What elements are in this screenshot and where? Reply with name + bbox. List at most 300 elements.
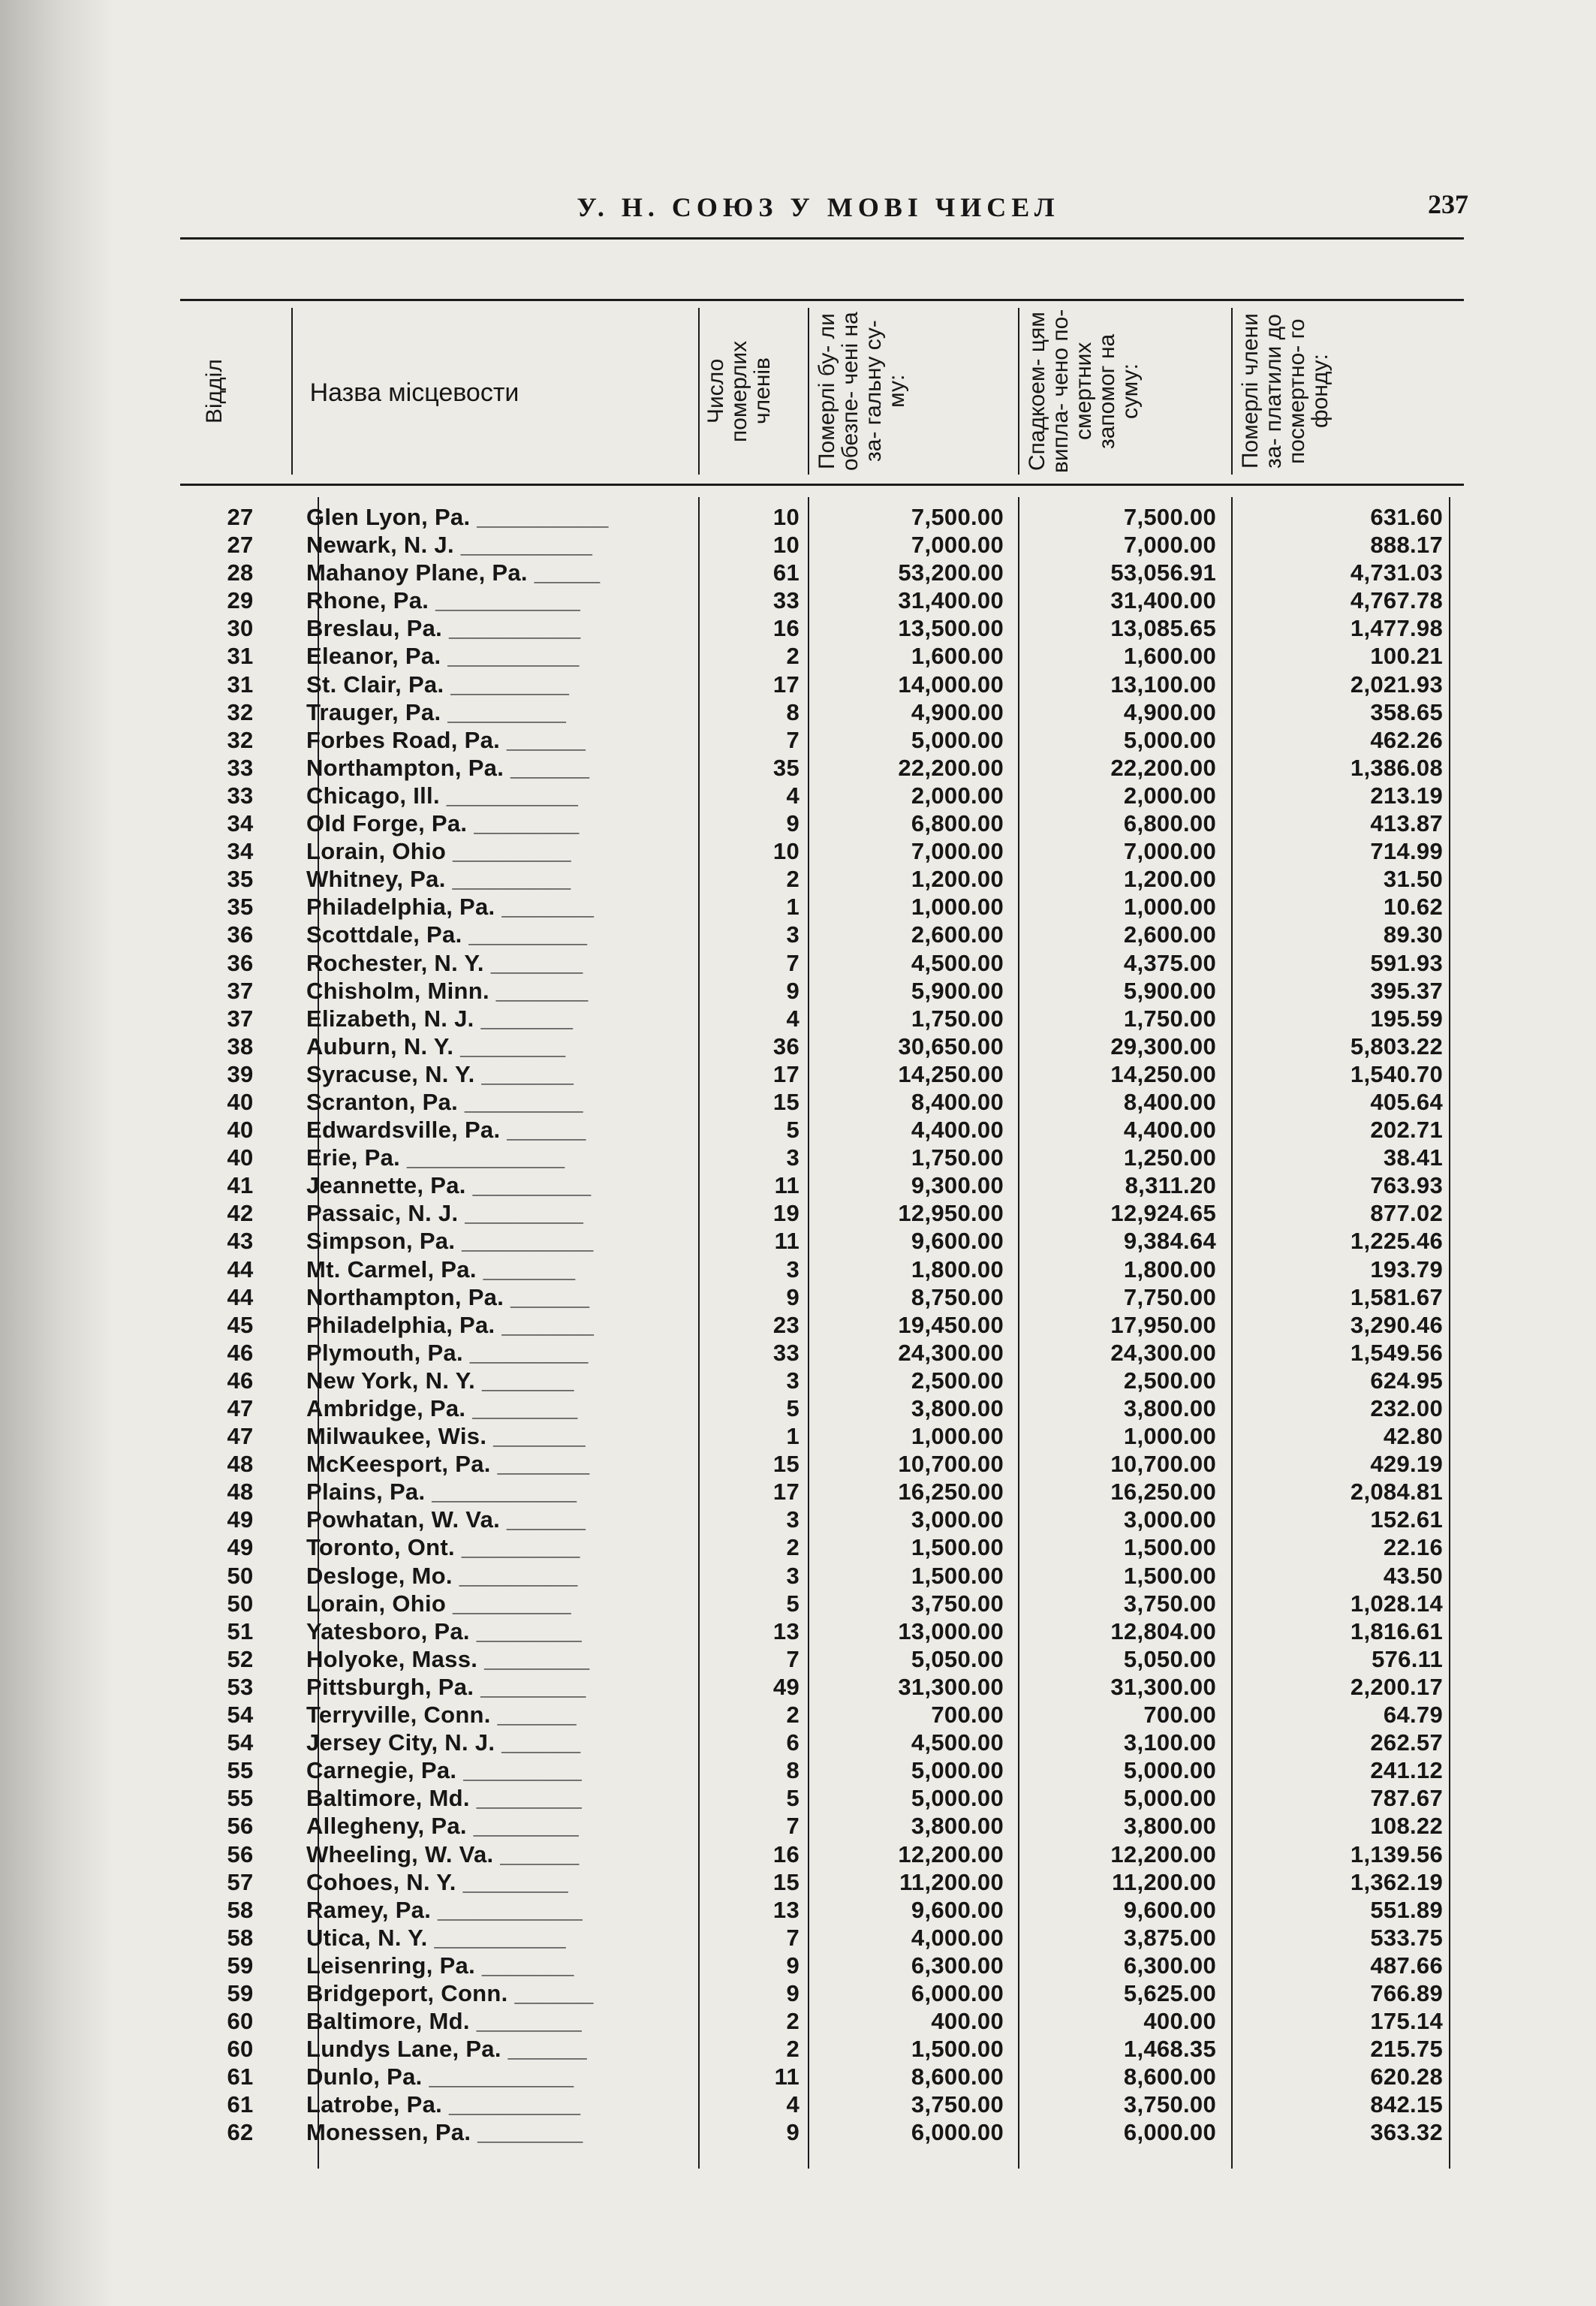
deaths-cell: 9 — [786, 2119, 800, 2146]
name-cell: Latrobe, Pa. __________ — [306, 2091, 581, 2118]
insured-sum-cell: 14,000.00 — [898, 671, 1004, 698]
paid-sum-cell: 12,200.00 — [1110, 1840, 1216, 1867]
paid-sum-cell: 6,000.00 — [1123, 2119, 1216, 2146]
dept-cell: 27 — [227, 504, 254, 530]
insured-sum-cell: 5,000.00 — [911, 726, 1004, 753]
dept-cell: 36 — [227, 921, 254, 948]
fund-cell: 405.64 — [1370, 1088, 1443, 1115]
book-spine-shadow — [0, 0, 113, 2306]
paid-sum-cell: 24,300.00 — [1110, 1339, 1216, 1366]
deaths-cell: 2 — [786, 2008, 800, 2035]
fund-cell: 4,767.78 — [1350, 587, 1443, 614]
fund-cell: 1,816.61 — [1350, 1617, 1443, 1644]
column-divider — [808, 308, 809, 475]
deaths-cell: 5 — [786, 1395, 800, 1421]
deaths-cell: 15 — [772, 1451, 800, 1478]
deaths-cell: 3 — [786, 1255, 800, 1283]
table-row — [173, 1060, 1464, 1088]
dept-cell: 62 — [227, 2119, 254, 2146]
dept-cell: 27 — [227, 532, 254, 559]
name-cell: Forbes Road, Pa. ______ — [306, 726, 586, 753]
fund-cell: 1,581.67 — [1350, 1283, 1443, 1310]
paid-sum-cell: 53,056.91 — [1110, 559, 1216, 586]
name-cell: Edwardsville, Pa. ______ — [306, 1117, 586, 1144]
fund-cell: 31.50 — [1383, 866, 1443, 893]
insured-sum-cell: 4,000.00 — [911, 1924, 1004, 1951]
insured-sum-cell: 1,750.00 — [911, 1005, 1004, 1032]
fund-cell: 631.60 — [1370, 504, 1443, 530]
column-divider — [291, 308, 293, 475]
column-divider — [698, 308, 700, 475]
paid-sum-cell: 2,000.00 — [1123, 782, 1216, 809]
dept-cell: 37 — [227, 1005, 254, 1032]
column-divider — [1018, 308, 1019, 475]
paid-sum-cell: 3,000.00 — [1123, 1506, 1216, 1533]
paid-sum-cell: 700.00 — [1143, 1702, 1216, 1729]
table-row — [173, 586, 1464, 614]
paid-sum-cell: 3,875.00 — [1123, 1924, 1216, 1951]
name-cell: Scottdale, Pa. _________ — [306, 921, 588, 948]
table-body — [173, 503, 1464, 2147]
paid-sum-cell: 5,900.00 — [1123, 977, 1216, 1004]
deaths-cell: 7 — [786, 1813, 800, 1840]
table-row — [173, 2007, 1464, 2035]
paid-sum-cell: 8,600.00 — [1123, 2063, 1216, 2090]
header-paid: Спадкоем- цям випла- чено по- смертних запомог на суму: — [1025, 309, 1143, 474]
name-cell: Philadelphia, Pa. _______ — [306, 894, 595, 921]
table-row — [173, 1840, 1464, 1868]
name-cell: Ambridge, Pa. ________ — [306, 1395, 578, 1421]
fund-cell: 487.66 — [1370, 1952, 1443, 1979]
fund-cell: 42.80 — [1383, 1423, 1443, 1450]
insured-sum-cell: 1,000.00 — [911, 894, 1004, 921]
fund-cell: 787.67 — [1370, 1785, 1443, 1812]
fund-cell: 193.79 — [1370, 1255, 1443, 1283]
deaths-cell: 13 — [772, 1896, 800, 1923]
insured-sum-cell: 3,750.00 — [911, 1590, 1004, 1617]
name-cell: Lorain, Ohio _________ — [306, 838, 571, 865]
running-title: У. Н. СОЮЗ У МОВІ ЧИСЕЛ — [577, 192, 1060, 222]
table-row — [173, 1701, 1464, 1729]
table-row — [173, 865, 1464, 893]
dept-cell: 32 — [227, 726, 254, 753]
table-row — [173, 1394, 1464, 1422]
paid-sum-cell: 1,000.00 — [1123, 894, 1216, 921]
deaths-cell: 13 — [772, 1617, 800, 1644]
insured-sum-cell: 2,500.00 — [911, 1367, 1004, 1394]
name-cell: Scranton, Pa. _________ — [306, 1088, 583, 1115]
dept-cell: 60 — [227, 2008, 254, 2035]
table-row — [173, 2063, 1464, 2090]
dept-cell: 55 — [227, 1785, 254, 1812]
dept-cell: 28 — [227, 559, 254, 586]
fund-cell: 108.22 — [1370, 1813, 1443, 1840]
table-row — [173, 1812, 1464, 1840]
paid-sum-cell: 2,500.00 — [1123, 1367, 1216, 1394]
deaths-cell: 4 — [786, 1005, 800, 1032]
name-cell: Bridgeport, Conn. ______ — [306, 1979, 594, 2006]
fund-cell: 1,386.08 — [1350, 754, 1443, 781]
name-cell: Elizabeth, N. J. _______ — [306, 1005, 574, 1032]
table-row — [173, 949, 1464, 977]
paid-sum-cell: 1,750.00 — [1123, 1005, 1216, 1032]
dept-cell: 61 — [227, 2063, 254, 2090]
insured-sum-cell: 5,900.00 — [911, 977, 1004, 1004]
name-cell: Mahanoy Plane, Pa. _____ — [306, 559, 601, 586]
dept-cell: 40 — [227, 1144, 254, 1171]
fund-cell: 1,139.56 — [1350, 1840, 1443, 1867]
insured-sum-cell: 6,000.00 — [911, 1979, 1004, 2006]
name-cell: Eleanor, Pa. __________ — [306, 643, 580, 670]
insured-sum-cell: 9,600.00 — [911, 1896, 1004, 1923]
table-row — [173, 1896, 1464, 1924]
table-row — [173, 2118, 1464, 2146]
fund-cell: 2,021.93 — [1350, 671, 1443, 698]
name-cell: Chisholm, Minn. _______ — [306, 977, 589, 1004]
insured-sum-cell: 4,900.00 — [911, 698, 1004, 725]
fund-cell: 462.26 — [1370, 726, 1443, 753]
name-cell: Wheeling, W. Va. ______ — [306, 1840, 580, 1867]
deaths-cell: 11 — [774, 2063, 800, 2090]
dept-cell: 58 — [227, 1924, 254, 1951]
deaths-cell: 11 — [774, 1228, 800, 1255]
name-cell: Jersey City, N. J. ______ — [306, 1729, 581, 1756]
fund-cell: 215.75 — [1370, 2036, 1443, 2063]
fund-cell: 576.11 — [1372, 1645, 1443, 1672]
insured-sum-cell: 30,650.00 — [898, 1032, 1004, 1060]
insured-sum-cell: 1,500.00 — [911, 1534, 1004, 1561]
insured-sum-cell: 16,250.00 — [898, 1479, 1004, 1506]
deaths-cell: 6 — [786, 1729, 800, 1756]
page-number: 237 — [1428, 189, 1468, 219]
paid-sum-cell: 6,300.00 — [1123, 1952, 1216, 1979]
name-cell: Northampton, Pa. ______ — [306, 1283, 590, 1310]
table-row — [173, 1729, 1464, 1756]
name-cell: Leisenring, Pa. _______ — [306, 1952, 574, 1979]
name-cell: Baltimore, Md. ________ — [306, 1785, 583, 1812]
fund-cell: 195.59 — [1370, 1005, 1443, 1032]
fund-cell: 1,549.56 — [1350, 1339, 1443, 1366]
table-row — [173, 754, 1464, 782]
table-row — [173, 559, 1464, 586]
column-divider — [1231, 308, 1233, 475]
table-row — [173, 614, 1464, 642]
dept-cell: 32 — [227, 698, 254, 725]
fund-cell: 2,084.81 — [1350, 1479, 1443, 1506]
dept-cell: 61 — [227, 2091, 254, 2118]
name-cell: Old Forge, Pa. ________ — [306, 810, 580, 837]
insured-sum-cell: 8,400.00 — [911, 1088, 1004, 1115]
fund-cell: 3,290.46 — [1350, 1311, 1443, 1338]
paid-sum-cell: 1,200.00 — [1123, 866, 1216, 893]
fund-cell: 620.28 — [1370, 2063, 1443, 2090]
table-row — [173, 1478, 1464, 1506]
fund-cell: 22.16 — [1383, 1534, 1443, 1561]
deaths-cell: 7 — [786, 1924, 800, 1951]
table-header-rule — [180, 484, 1464, 486]
dept-cell: 59 — [227, 1952, 254, 1979]
header-insured: Померлі бу- ли обезпе- чені на за- гальну су- му: — [815, 312, 909, 471]
header-rule — [180, 237, 1464, 240]
fund-cell: 429.19 — [1370, 1451, 1443, 1478]
table-row — [173, 1339, 1464, 1367]
dept-cell: 47 — [227, 1395, 254, 1421]
name-cell: Rhone, Pa. ___________ — [306, 587, 581, 614]
paid-sum-cell: 1,468.35 — [1123, 2036, 1216, 2063]
dept-cell: 50 — [227, 1562, 254, 1589]
dept-cell: 31 — [227, 671, 254, 698]
paid-sum-cell: 3,800.00 — [1123, 1395, 1216, 1421]
table-row — [173, 1311, 1464, 1339]
insured-sum-cell: 12,200.00 — [898, 1840, 1004, 1867]
deaths-cell: 7 — [786, 949, 800, 976]
table-row — [173, 1422, 1464, 1450]
table-row — [173, 1005, 1464, 1032]
dept-cell: 57 — [227, 1868, 254, 1895]
name-cell: Passaic, N. J. _________ — [306, 1200, 584, 1227]
deaths-cell: 4 — [786, 2091, 800, 2118]
dept-cell: 38 — [227, 1032, 254, 1060]
name-cell: Utica, N. Y. __________ — [306, 1924, 566, 1951]
table-row — [173, 1450, 1464, 1478]
fund-cell: 413.87 — [1370, 810, 1443, 837]
paid-sum-cell: 29,300.00 — [1110, 1032, 1216, 1060]
insured-sum-cell: 13,500.00 — [898, 615, 1004, 642]
insured-sum-cell: 12,950.00 — [898, 1200, 1004, 1227]
name-cell: Holyoke, Mass. ________ — [306, 1645, 590, 1672]
dept-cell: 49 — [227, 1534, 254, 1561]
table-row — [173, 1617, 1464, 1645]
deaths-cell: 11 — [774, 1172, 800, 1199]
insured-sum-cell: 3,750.00 — [911, 2091, 1004, 2118]
table-row — [173, 1506, 1464, 1533]
dept-cell: 42 — [227, 1200, 254, 1227]
deaths-cell: 1 — [786, 894, 800, 921]
paid-sum-cell: 4,375.00 — [1123, 949, 1216, 976]
paid-sum-cell: 16,250.00 — [1110, 1479, 1216, 1506]
deaths-cell: 19 — [772, 1200, 800, 1227]
insured-sum-cell: 3,000.00 — [911, 1506, 1004, 1533]
deaths-cell: 5 — [786, 1590, 800, 1617]
deaths-cell: 17 — [772, 1479, 800, 1506]
deaths-cell: 10 — [772, 504, 800, 530]
paid-sum-cell: 14,250.00 — [1110, 1060, 1216, 1087]
insured-sum-cell: 31,300.00 — [898, 1673, 1004, 1700]
insured-sum-cell: 9,300.00 — [911, 1172, 1004, 1199]
dept-cell: 56 — [227, 1813, 254, 1840]
deaths-cell: 5 — [786, 1785, 800, 1812]
insured-sum-cell: 400.00 — [931, 2008, 1004, 2035]
deaths-cell: 17 — [772, 1060, 800, 1087]
dept-cell: 35 — [227, 894, 254, 921]
header-name: Назва місцевости — [309, 378, 519, 407]
dept-cell: 43 — [227, 1228, 254, 1255]
name-cell: Trauger, Pa. _________ — [306, 698, 567, 725]
deaths-cell: 35 — [772, 754, 800, 781]
fund-cell: 38.41 — [1383, 1144, 1443, 1171]
fund-cell: 64.79 — [1383, 1702, 1443, 1729]
insured-sum-cell: 2,600.00 — [911, 921, 1004, 948]
fund-cell: 363.32 — [1370, 2119, 1443, 2146]
fund-cell: 202.71 — [1370, 1117, 1443, 1144]
insured-sum-cell: 1,750.00 — [911, 1144, 1004, 1171]
dept-cell: 58 — [227, 1896, 254, 1923]
paid-sum-cell: 11,200.00 — [1112, 1868, 1216, 1895]
insured-sum-cell: 4,400.00 — [911, 1117, 1004, 1144]
insured-sum-cell: 5,000.00 — [911, 1757, 1004, 1784]
deaths-cell: 16 — [772, 1840, 800, 1867]
table-top-rule — [180, 299, 1464, 301]
table-row — [173, 1283, 1464, 1311]
insured-sum-cell: 1,000.00 — [911, 1423, 1004, 1450]
insured-sum-cell: 22,200.00 — [898, 754, 1004, 781]
fund-cell: 43.50 — [1383, 1562, 1443, 1589]
fund-cell: 175.14 — [1370, 2008, 1443, 2035]
dept-cell: 48 — [227, 1479, 254, 1506]
paid-sum-cell: 7,750.00 — [1123, 1283, 1216, 1310]
name-cell: Desloge, Mo. _________ — [306, 1562, 578, 1589]
fund-cell: 5,803.22 — [1350, 1032, 1443, 1060]
dept-cell: 37 — [227, 977, 254, 1004]
table-row — [173, 726, 1464, 754]
name-cell: Cohoes, N. Y. ________ — [306, 1868, 568, 1895]
table-row — [173, 1756, 1464, 1784]
paid-sum-cell: 7,500.00 — [1123, 504, 1216, 530]
deaths-cell: 7 — [786, 726, 800, 753]
deaths-cell: 3 — [786, 1367, 800, 1394]
table-row — [173, 1171, 1464, 1199]
fund-cell: 877.02 — [1370, 1200, 1443, 1227]
table-row — [173, 1255, 1464, 1283]
name-cell: Chicago, Ill. __________ — [306, 782, 579, 809]
table-row — [173, 1645, 1464, 1673]
dept-cell: 36 — [227, 949, 254, 976]
name-cell: Syracuse, N. Y. _______ — [306, 1060, 574, 1087]
name-cell: Plymouth, Pa. _________ — [306, 1339, 589, 1366]
deaths-cell: 2 — [786, 2036, 800, 2063]
insured-sum-cell: 4,500.00 — [911, 1729, 1004, 1756]
paid-sum-cell: 1,000.00 — [1123, 1423, 1216, 1450]
fund-cell: 213.19 — [1370, 782, 1443, 809]
deaths-cell: 7 — [786, 1645, 800, 1672]
paid-sum-cell: 5,000.00 — [1123, 1785, 1216, 1812]
name-cell: Lorain, Ohio _________ — [306, 1590, 571, 1617]
name-cell: Newark, N. J. __________ — [306, 532, 593, 559]
dept-cell: 41 — [227, 1172, 254, 1199]
fund-cell: 624.95 — [1370, 1367, 1443, 1394]
paid-sum-cell: 1,500.00 — [1123, 1534, 1216, 1561]
fund-cell: 1,225.46 — [1350, 1228, 1443, 1255]
paid-sum-cell: 10,700.00 — [1110, 1451, 1216, 1478]
paid-sum-cell: 5,000.00 — [1123, 1757, 1216, 1784]
insured-sum-cell: 1,500.00 — [911, 2036, 1004, 2063]
dept-cell: 54 — [227, 1729, 254, 1756]
table-row — [173, 809, 1464, 837]
paid-sum-cell: 3,100.00 — [1123, 1729, 1216, 1756]
fund-cell: 1,540.70 — [1350, 1060, 1443, 1087]
paid-sum-cell: 3,750.00 — [1123, 1590, 1216, 1617]
table-row — [173, 698, 1464, 726]
table-row — [173, 1199, 1464, 1227]
insured-sum-cell: 2,000.00 — [911, 782, 1004, 809]
fund-cell: 714.99 — [1370, 838, 1443, 865]
deaths-cell: 15 — [772, 1088, 800, 1115]
table-row — [173, 977, 1464, 1005]
fund-cell: 763.93 — [1370, 1172, 1443, 1199]
dept-cell: 60 — [227, 2036, 254, 2063]
fund-cell: 551.89 — [1370, 1896, 1443, 1923]
paid-sum-cell: 2,600.00 — [1123, 921, 1216, 948]
insured-sum-cell: 3,800.00 — [911, 1395, 1004, 1421]
table-row — [173, 1116, 1464, 1144]
dept-cell: 56 — [227, 1840, 254, 1867]
running-head — [173, 189, 1468, 233]
paid-sum-cell: 1,500.00 — [1123, 1562, 1216, 1589]
dept-cell: 51 — [227, 1617, 254, 1644]
insured-sum-cell: 7,500.00 — [911, 504, 1004, 530]
fund-cell: 89.30 — [1383, 921, 1443, 948]
insured-sum-cell: 700.00 — [931, 1702, 1004, 1729]
dept-cell: 50 — [227, 1590, 254, 1617]
insured-sum-cell: 10,700.00 — [898, 1451, 1004, 1478]
deaths-cell: 4 — [786, 782, 800, 809]
name-cell: Toronto, Ont. _________ — [306, 1534, 580, 1561]
dept-cell: 34 — [227, 838, 254, 865]
dept-cell: 34 — [227, 810, 254, 837]
deaths-cell: 10 — [772, 838, 800, 865]
table-row — [173, 1590, 1464, 1617]
table-row — [173, 1088, 1464, 1116]
insured-sum-cell: 5,000.00 — [911, 1785, 1004, 1812]
dept-cell: 39 — [227, 1060, 254, 1087]
header-dept: Відділ — [202, 359, 227, 424]
table-row — [173, 642, 1464, 670]
paid-sum-cell: 3,750.00 — [1123, 2091, 1216, 2118]
insured-sum-cell: 6,800.00 — [911, 810, 1004, 837]
paid-sum-cell: 4,900.00 — [1123, 698, 1216, 725]
name-cell: Pittsburgh, Pa. ________ — [306, 1673, 586, 1700]
deaths-cell: 9 — [786, 810, 800, 837]
dept-cell: 31 — [227, 643, 254, 670]
name-cell: St. Clair, Pa. _________ — [306, 671, 570, 698]
insured-sum-cell: 1,200.00 — [911, 866, 1004, 893]
table-row — [173, 1673, 1464, 1701]
name-cell: Whitney, Pa. _________ — [306, 866, 571, 893]
name-cell: Breslau, Pa. __________ — [306, 615, 581, 642]
table-row — [173, 2090, 1464, 2118]
dept-cell: 52 — [227, 1645, 254, 1672]
fund-cell: 358.65 — [1370, 698, 1443, 725]
dept-cell: 46 — [227, 1339, 254, 1366]
fund-cell: 395.37 — [1370, 977, 1443, 1004]
name-cell: Allegheny, Pa. ________ — [306, 1813, 580, 1840]
table-row — [173, 1784, 1464, 1812]
insured-sum-cell: 8,600.00 — [911, 2063, 1004, 2090]
name-cell: Plains, Pa. ___________ — [306, 1479, 577, 1506]
fund-cell: 10.62 — [1383, 894, 1443, 921]
fund-cell: 4,731.03 — [1350, 559, 1443, 586]
table-row — [173, 1533, 1464, 1561]
name-cell: Yatesboro, Pa. ________ — [306, 1617, 583, 1644]
deaths-cell: 9 — [786, 1283, 800, 1310]
fund-cell: 232.00 — [1370, 1395, 1443, 1421]
deaths-cell: 3 — [786, 1144, 800, 1171]
deaths-cell: 16 — [772, 615, 800, 642]
table-row — [173, 921, 1464, 948]
name-cell: New York, N. Y. _______ — [306, 1367, 574, 1394]
insured-sum-cell: 13,000.00 — [898, 1617, 1004, 1644]
table-row — [173, 837, 1464, 865]
